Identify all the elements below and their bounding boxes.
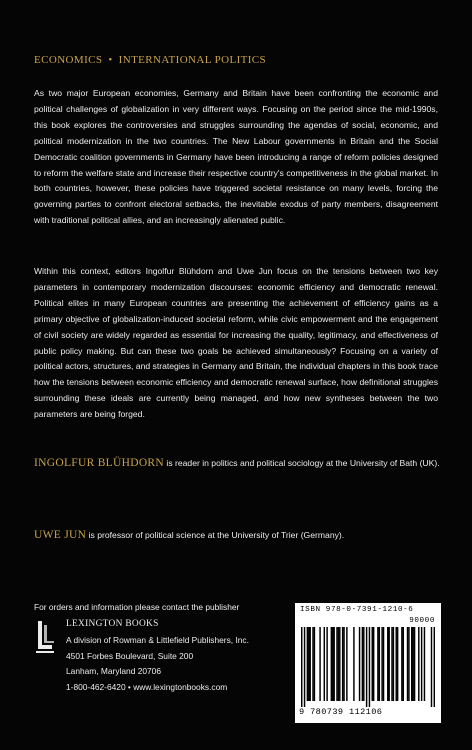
barcode-bar	[412, 627, 413, 701]
barcode-bar	[373, 627, 374, 701]
barcode-bar	[387, 627, 388, 701]
author-bio-1	[34, 455, 444, 471]
barcode-bar	[421, 627, 422, 701]
barcode-bar	[307, 627, 308, 701]
barcode-bar	[397, 627, 398, 701]
isbn-barcode	[295, 603, 441, 723]
barcode-bar	[362, 627, 363, 701]
barcode-bar	[418, 627, 419, 701]
barcode-bar	[393, 627, 394, 701]
barcode-bar	[407, 627, 408, 701]
publisher-division: A division of Rowman & Littlefield Publishers, Inc.	[66, 634, 249, 645]
barcode-bar	[401, 627, 402, 701]
barcode-bar	[381, 627, 382, 701]
barcode-bar	[314, 627, 315, 701]
author-bio-2	[34, 527, 444, 543]
barcode-bar	[324, 627, 325, 701]
barcode-bar	[363, 627, 364, 701]
barcode-bar	[343, 627, 344, 701]
category-label	[34, 54, 266, 66]
barcode-bar	[383, 627, 384, 701]
author-bio-text-2: is professor of political science at the University of Trier (Germany).	[86, 530, 345, 540]
category-economics: ECONOMICS	[34, 54, 103, 66]
barcode-bar	[339, 627, 340, 701]
barcode-bar	[434, 627, 435, 707]
barcode-bar	[304, 627, 305, 707]
description-paragraph-1: As two major European economies, Germany and Britain have been confronting the economic and political challenges of globalization in very different ways. Focusing on the period since the mid-1990s, this book explores the controversies and struggles surrounding the agendas of social, economic, and political modernization in the two countries. The New Labour governments in Britain and the Social Democratic coalition governments in Germany have been introducing a range of reform policies designed to reform the welfare state and increase their respective country's competitiveness in the global market. In both countries, however, these policies have triggered societal resistance on many levels, forcing the governing parties to confront electoral setbacks, the inevitable exodus of party members, disagreement with traditional political allies, and an increasingly alienated public.	[34, 88, 438, 226]
author-bio-text-1: is reader in politics and political sociology at the University of Bath (UK).	[164, 458, 440, 468]
isbn-label: ISBN 978-0-7391-1210-6	[300, 606, 414, 614]
publisher-address-line-1: 4501 Forbes Boulevard, Suite 200	[66, 650, 194, 661]
barcode-bar	[408, 627, 409, 701]
barcode-bar	[332, 627, 333, 701]
barcode-bar	[414, 627, 415, 701]
category-international-politics: INTERNATIONAL POLITICS	[118, 54, 267, 66]
barcode-bar	[369, 627, 370, 707]
barcode-bar	[312, 627, 313, 701]
author-name-1: INGOLFUR BLÜHDORN	[34, 457, 165, 469]
barcode-bar	[308, 627, 309, 701]
ean-digits: 9 780739 112106	[299, 707, 383, 717]
barcode-bar	[366, 627, 367, 707]
barcode-bar	[319, 627, 320, 701]
publisher-logo-icon	[34, 619, 56, 655]
publisher-contact: 1-800-462-6420 • www.lexingtonbooks.com	[66, 682, 228, 693]
publisher-address-line-2: Lanham, Maryland 20706	[66, 666, 161, 677]
author-name-2: UWE JUN	[34, 529, 87, 541]
barcode-bar	[403, 627, 404, 701]
orders-line: For orders and information please contact the publisher	[34, 602, 240, 612]
barcode-bar	[372, 627, 373, 701]
barcode-bar	[379, 627, 380, 701]
barcode-bar	[333, 627, 334, 701]
description-paragraph-2: Within this context, editors Ingolfur Blühdorn and Uwe Jun focus on the tensions between two key parameters in contemporary modernization discourses: economic efficiency and democratic renewal. Political elites in many European countries are presenting the achievement of efficiency gains as a primary objective of globalization-induced societal reform, while civic empowerment and the engagement of civil society are widely regarded as essential for increasing the quality, legitimacy, and effectiveness of public policy making. But can these two goals be achieved simultaneously? Focusing on a variety of political actors, structures, and strategies in Germany and Britain, the individual chapters in this book trace how the tensions between economic efficiency and democratic renewal surface, how definitional struggles surrounding these ideals are currently being managed, and how new syntheses between the two parameters are being forged.	[34, 266, 438, 420]
barcode-bar	[359, 627, 360, 701]
barcode-bar	[396, 627, 397, 701]
barcode-bar	[391, 627, 392, 701]
barcode-bar	[342, 627, 343, 701]
barcode-bar	[411, 627, 412, 701]
publisher-name: LEXINGTON BOOKS	[66, 619, 159, 629]
barcode-bar	[424, 627, 425, 701]
barcode-bar	[346, 627, 347, 701]
price-code: 90000	[409, 617, 435, 625]
barcode-bar	[326, 627, 327, 701]
barcode-bar	[338, 627, 339, 701]
barcode-bar	[301, 627, 302, 707]
barcode-bar	[309, 627, 310, 701]
barcode-bar	[388, 627, 389, 701]
barcode-bar	[431, 627, 432, 707]
category-separator: •	[108, 54, 113, 66]
barcode-bar	[377, 627, 378, 701]
barcode-bars	[301, 627, 435, 707]
barcode-bar	[336, 627, 337, 701]
barcode-bar	[331, 627, 332, 701]
barcode-bar	[353, 627, 354, 701]
